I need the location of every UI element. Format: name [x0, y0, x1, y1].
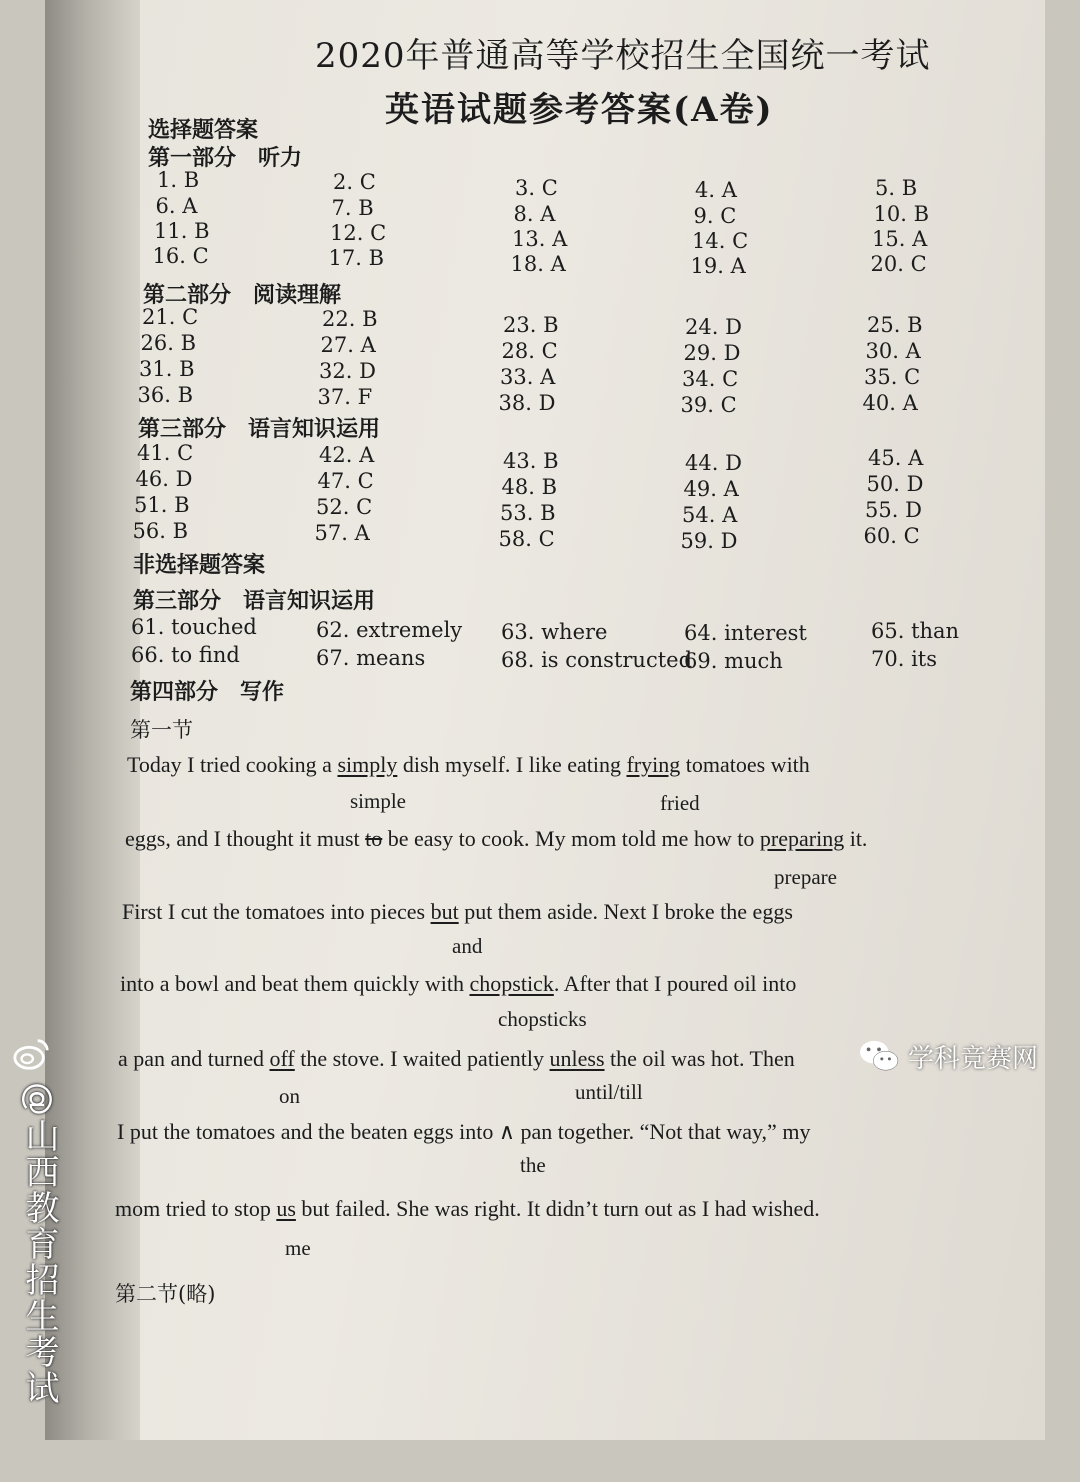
- answer-item: 60. C: [863, 524, 920, 548]
- answer-item: 57. A: [314, 521, 370, 545]
- insertion-caret: ∧: [498, 1119, 515, 1144]
- answer-item: 51. B: [134, 493, 190, 517]
- answer-item: 29. D: [683, 341, 741, 365]
- answer-item: 14. C: [692, 229, 749, 253]
- essay-text: tomatoes with: [680, 752, 810, 777]
- choice-answers-heading: 选择题答案: [148, 117, 259, 143]
- essay-text: pan together. “Not that way,” my: [514, 1119, 811, 1144]
- answer-item: 7. B: [331, 196, 374, 220]
- essay-line-2: [125, 826, 867, 852]
- answer-item: 46. D: [135, 467, 193, 491]
- error-word: us: [276, 1196, 296, 1221]
- section2-heading: 第二节(略): [115, 1282, 216, 1306]
- answer-item: 28. C: [501, 339, 558, 363]
- essay-text: be easy to cook. My mom told me how to: [382, 826, 760, 851]
- answer-item: 37. F: [317, 385, 373, 409]
- answer-item: 23. B: [503, 313, 559, 337]
- error-word: unless: [549, 1046, 605, 1071]
- essay-line-1: [127, 752, 810, 778]
- answer-item: 5. B: [875, 176, 918, 200]
- deleted-word: to: [365, 826, 383, 851]
- essay-line-7: [115, 1196, 820, 1222]
- answer-item: 55. D: [865, 498, 922, 522]
- essay-text: into a bowl and beat them quickly with: [120, 971, 470, 996]
- essay-text: but failed. She was right. It didn’t turn out as I had wished.: [295, 1196, 820, 1221]
- essay-line-5: [118, 1046, 795, 1072]
- answer-item: 43. B: [503, 449, 559, 473]
- answer-item: 22. B: [322, 307, 378, 331]
- answer-item: 65. than: [871, 619, 960, 643]
- answer-item: 47. C: [317, 469, 374, 493]
- correction-simple: simple: [350, 789, 406, 813]
- answer-item: 48. B: [501, 475, 558, 499]
- correction-until: until/till: [575, 1080, 643, 1104]
- answer-item: 15. A: [872, 227, 928, 251]
- answer-item: 12. C: [330, 221, 387, 245]
- answer-key-title: 英语试题参考答案(A卷): [385, 90, 774, 130]
- essay-text: eggs, and I thought it must: [125, 826, 366, 851]
- nonchoice-answers-heading: 非选择题答案: [133, 552, 266, 578]
- essay-text: First I cut the tomatoes into pieces: [122, 899, 431, 924]
- answer-item: 4. A: [695, 178, 737, 202]
- answer-item: 66. to find: [131, 643, 240, 667]
- essay-line-3: [122, 899, 793, 925]
- essay-text: mom tried to stop: [115, 1196, 277, 1221]
- essay-line-6: [117, 1119, 810, 1145]
- error-word: chopstick: [469, 971, 554, 996]
- answer-item: 34. C: [682, 367, 739, 391]
- answer-item: 41. C: [137, 441, 194, 465]
- essay-text: I put the tomatoes and the beaten eggs into: [117, 1119, 499, 1144]
- essay-text: dish myself. I like eating: [397, 752, 627, 777]
- essay-text: a pan and turned: [118, 1046, 270, 1071]
- answer-item: 67. means: [316, 646, 426, 670]
- wechat-icon: [858, 1038, 900, 1074]
- answer-item: 38. D: [498, 391, 556, 415]
- answer-item: 30. A: [865, 339, 921, 363]
- answer-item: 33. A: [500, 365, 556, 389]
- correction-and: and: [452, 934, 483, 958]
- wechat-watermark-text: 学科竞赛网: [908, 1043, 1039, 1074]
- answer-item: 64. interest: [684, 621, 807, 645]
- part3b-heading: 第三部分 语言知识运用: [133, 588, 376, 614]
- answer-item: 59. D: [680, 529, 738, 553]
- essay-text: the oil was hot. Then: [604, 1046, 795, 1071]
- wechat-watermark: [858, 1036, 1038, 1076]
- answer-item: 25. B: [867, 313, 923, 337]
- answer-item: 36. B: [137, 383, 194, 407]
- answer-item: 63. where: [501, 620, 608, 644]
- answer-item: 44. D: [685, 451, 742, 475]
- answer-item: 45. A: [868, 446, 924, 470]
- answer-item: 58. C: [498, 527, 555, 551]
- answer-item: 21. C: [142, 305, 199, 329]
- answer-item: 13. A: [512, 227, 568, 251]
- answer-item: 42. A: [319, 443, 375, 467]
- part4-heading: 第四部分 写作: [130, 679, 285, 705]
- answer-sheet-page: [45, 0, 1045, 1440]
- answer-item: 49. A: [683, 477, 739, 501]
- error-word: off: [269, 1046, 295, 1071]
- weibo-logo-icon: [12, 1035, 50, 1073]
- exam-title: 2020年普通高等学校招生全国统一考试: [315, 36, 931, 76]
- weibo-watermark: @山西教育招生考试: [19, 1082, 59, 1406]
- part3-heading: 第三部分 语言知识运用: [138, 416, 381, 442]
- answer-item: 18. A: [510, 252, 566, 276]
- answer-item: 54. A: [682, 503, 738, 527]
- answer-item: 70. its: [871, 647, 938, 671]
- correction-me: me: [285, 1236, 311, 1260]
- error-word: frying: [626, 752, 681, 777]
- correction-on: on: [279, 1084, 300, 1108]
- essay-text: . After that I poured oil into: [553, 971, 797, 996]
- essay-line-4: [120, 971, 796, 997]
- error-word: preparing: [759, 826, 845, 851]
- answer-item: 17. B: [328, 246, 385, 270]
- answer-item: 62. extremely: [316, 618, 463, 642]
- essay-text: put them aside. Next I broke the eggs: [458, 899, 793, 924]
- part2-heading: 第二部分 阅读理解: [143, 282, 342, 308]
- answer-item: 24. D: [685, 315, 742, 339]
- answer-item: 69. much: [684, 649, 783, 673]
- answer-item: 11. B: [154, 219, 210, 243]
- correction-chopsticks: chopsticks: [498, 1007, 587, 1031]
- correction-prepare: prepare: [774, 865, 837, 889]
- answer-item: 9. C: [693, 204, 737, 228]
- essay-text: the stove. I waited patiently: [294, 1046, 550, 1071]
- answer-item: 31. B: [139, 357, 195, 381]
- answer-item: 53. B: [500, 501, 556, 525]
- error-word: but: [430, 899, 459, 924]
- correction-fried: fried: [660, 791, 700, 815]
- answer-item: 32. D: [319, 359, 376, 383]
- section1-heading: 第一节: [130, 718, 193, 742]
- part1-heading: 第一部分 听力: [148, 145, 303, 171]
- correction-the: the: [520, 1153, 546, 1177]
- answer-item: 16. C: [152, 244, 209, 268]
- essay-text: it.: [844, 826, 868, 851]
- answer-item: 20. C: [870, 252, 927, 276]
- essay-text: Today I tried cooking a: [127, 752, 338, 777]
- answer-item: 35. C: [864, 365, 921, 389]
- answer-item: 2. C: [333, 170, 376, 194]
- answer-item: 26. B: [140, 331, 197, 355]
- answer-item: 52. C: [316, 495, 373, 519]
- answer-item: 68. is constructed: [501, 648, 693, 672]
- answer-item: 61. touched: [131, 615, 257, 639]
- answer-item: 8. A: [513, 202, 556, 226]
- error-word: simply: [337, 752, 398, 777]
- answer-item: 56. B: [132, 519, 189, 543]
- answer-item: 27. A: [320, 333, 376, 357]
- answer-item: 40. A: [862, 391, 918, 415]
- answer-item: 39. C: [680, 393, 737, 417]
- answer-item: 6. A: [155, 194, 198, 218]
- answer-item: 50. D: [866, 472, 924, 496]
- answer-item: 1. B: [157, 168, 200, 192]
- answer-item: 10. B: [873, 202, 930, 226]
- answer-item: 19. A: [690, 254, 746, 278]
- answer-item: 3. C: [515, 176, 558, 200]
